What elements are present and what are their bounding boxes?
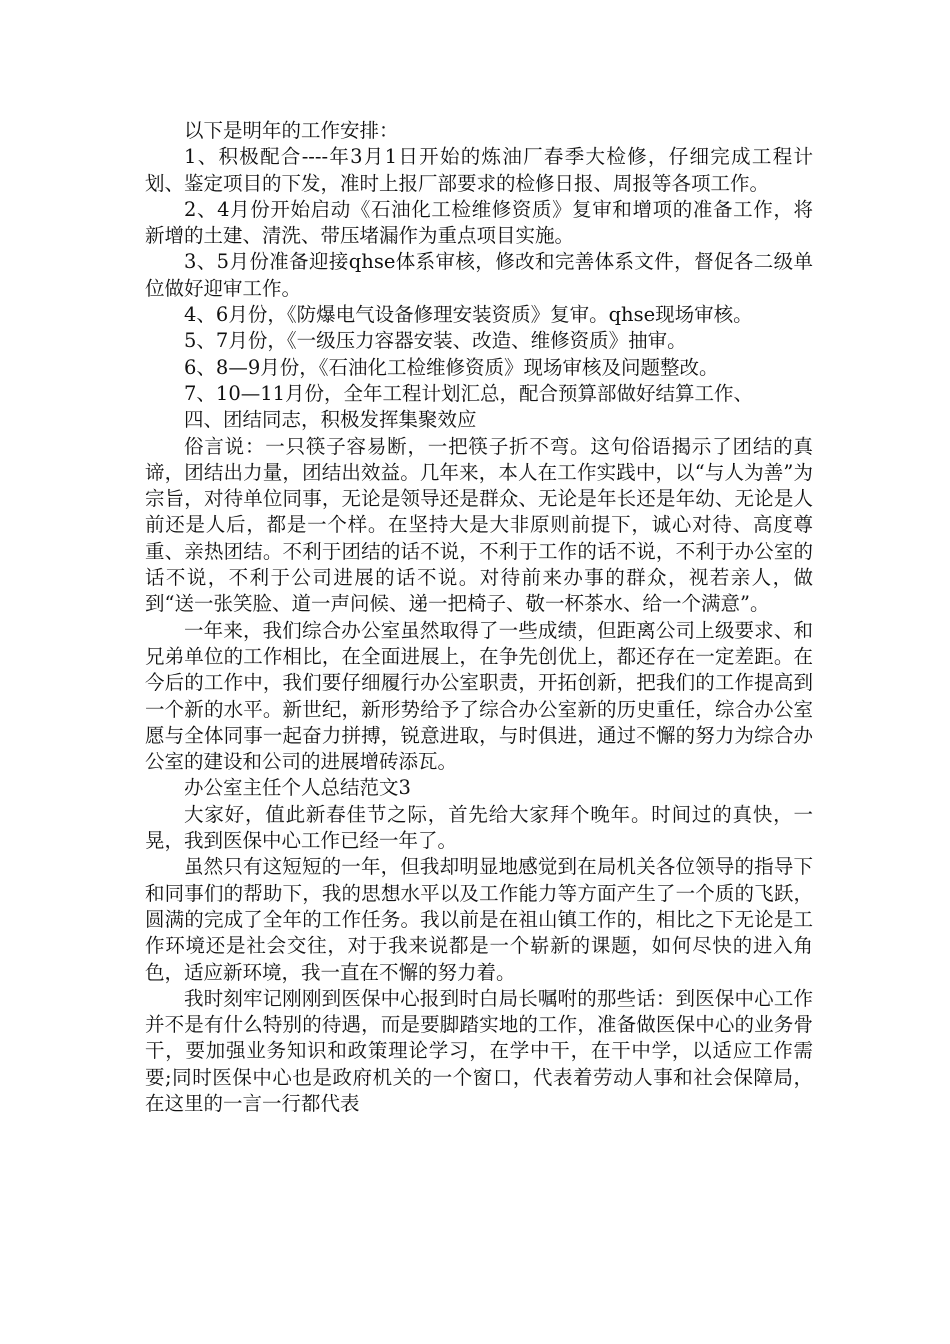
section-heading-unity: 四、团结同志，积极发挥集聚效应 [184, 408, 477, 432]
sample-title-3: 办公室主任个人总结范文3 [184, 776, 411, 800]
paragraph-work-plan-intro: 以下是明年的工作安排： [184, 119, 399, 142]
paragraph-plan-item-2: 2、4月份开始启动《石油化工检维修资质》复审和增项的准备工作，将新增的土建、清洗、带压堵漏作为重点项目实施。 [145, 197, 813, 248]
paragraph-director-advice: 我时刻牢记刚刚到医保中心报到时白局长嘱咐的那些话：到医保中心工作并不是有什么特别的待遇，而是要脚踏实地的工作，准备做医保中心的业务骨干，要加强业务知识和政策理论学习，在学中干，在干中学，以适应工作需要;同时医保中心也是政府机关的一个窗口，代表着劳动人事和社会保障局，在这里的一言一行都代表 [145, 986, 813, 1115]
paragraph-year-summary: 一年来，我们综合办公室虽然取得了一些成绩，但距离公司上级要求、和兄弟单位的工作相比，在全面进展上，在争先创优上，都还存在一定差距。在今后的工作中，我们要仔细履行办公室职责，开拓创新，把我们的工作提高到一个新的水平。新世纪，新形势给予了综合办公室新的历史重任，综合办公室愿与全体同事一起奋力拼搏，锐意进取，与时俱进，通过不懈的努力为综合办公室的建设和公司的进展增砖添瓦。 [145, 618, 813, 774]
paragraph-greeting: 大家好，值此新春佳节之际，首先给大家拜个晚年。时间过的真快，一晃，我到医保中心工作已经一年了。 [145, 802, 813, 853]
paragraph-unity-proverb: 俗言说：一只筷子容易断，一把筷子折不弯。这句俗语揭示了团结的真谛，团结出力量，团结出效益。几年来，本人在工作实践中，以“与人为善”为宗旨，对待单位同事，无论是领导还是群众、无论是年长还是年幼、无论是人前还是人后，都是一个样。在坚持大是大非原则前提下，诚心对待、高度尊重、亲热团结。不利于团结的话不说，不利于工作的话不说，不利于办公室的话不说，不利于公司进展的话不说。对待前来办事的群众，视若亲人，做到“送一张笑脸、道一声问候、递一把椅子、敬一杯茶水、给一个满意”。 [145, 434, 813, 616]
paragraph-growth: 虽然只有这短短的一年，但我却明显地感觉到在局机关各位领导的指导下和同事们的帮助下，我的思想水平以及工作能力等方面产生了一个质的飞跃，圆满的完成了全年的工作任务。我以前是在祖山镇工作的，相比之下无论是工作环境还是社会交往，对于我来说都是一个崭新的课题，如何尽快的进入角色，适应新环境，我一直在不懈的努力着。 [145, 855, 813, 984]
paragraph-plan-item-5: 5、7月份，《一级压力容器安装、改造、维修资质》抽审。 [184, 329, 687, 353]
paragraph-plan-item-6: 6、8—9月份，《石油化工检维修资质》现场审核及问题整改。 [184, 355, 719, 379]
paragraph-plan-item-1: 1、积极配合----年3月1日开始的炼油厂春季大检修，仔细完成工程计划、鉴定项目的下发，准时上报厂部要求的检修日报、周报等各项工作。 [145, 145, 813, 195]
document-page [145, 118, 813, 1117]
paragraph-plan-item-3: 3、5月份准备迎接qhse体系审核，修改和完善体系文件，督促各二级单位做好迎审工作。 [145, 250, 813, 300]
paragraph-plan-item-7: 7、10—11月份，全年工程计划汇总，配合预算部做好结算工作、 [184, 381, 754, 405]
paragraph-plan-item-4: 4、6月份，《防爆电气设备修理安装资质》复审。qhse现场审核。 [184, 303, 753, 327]
